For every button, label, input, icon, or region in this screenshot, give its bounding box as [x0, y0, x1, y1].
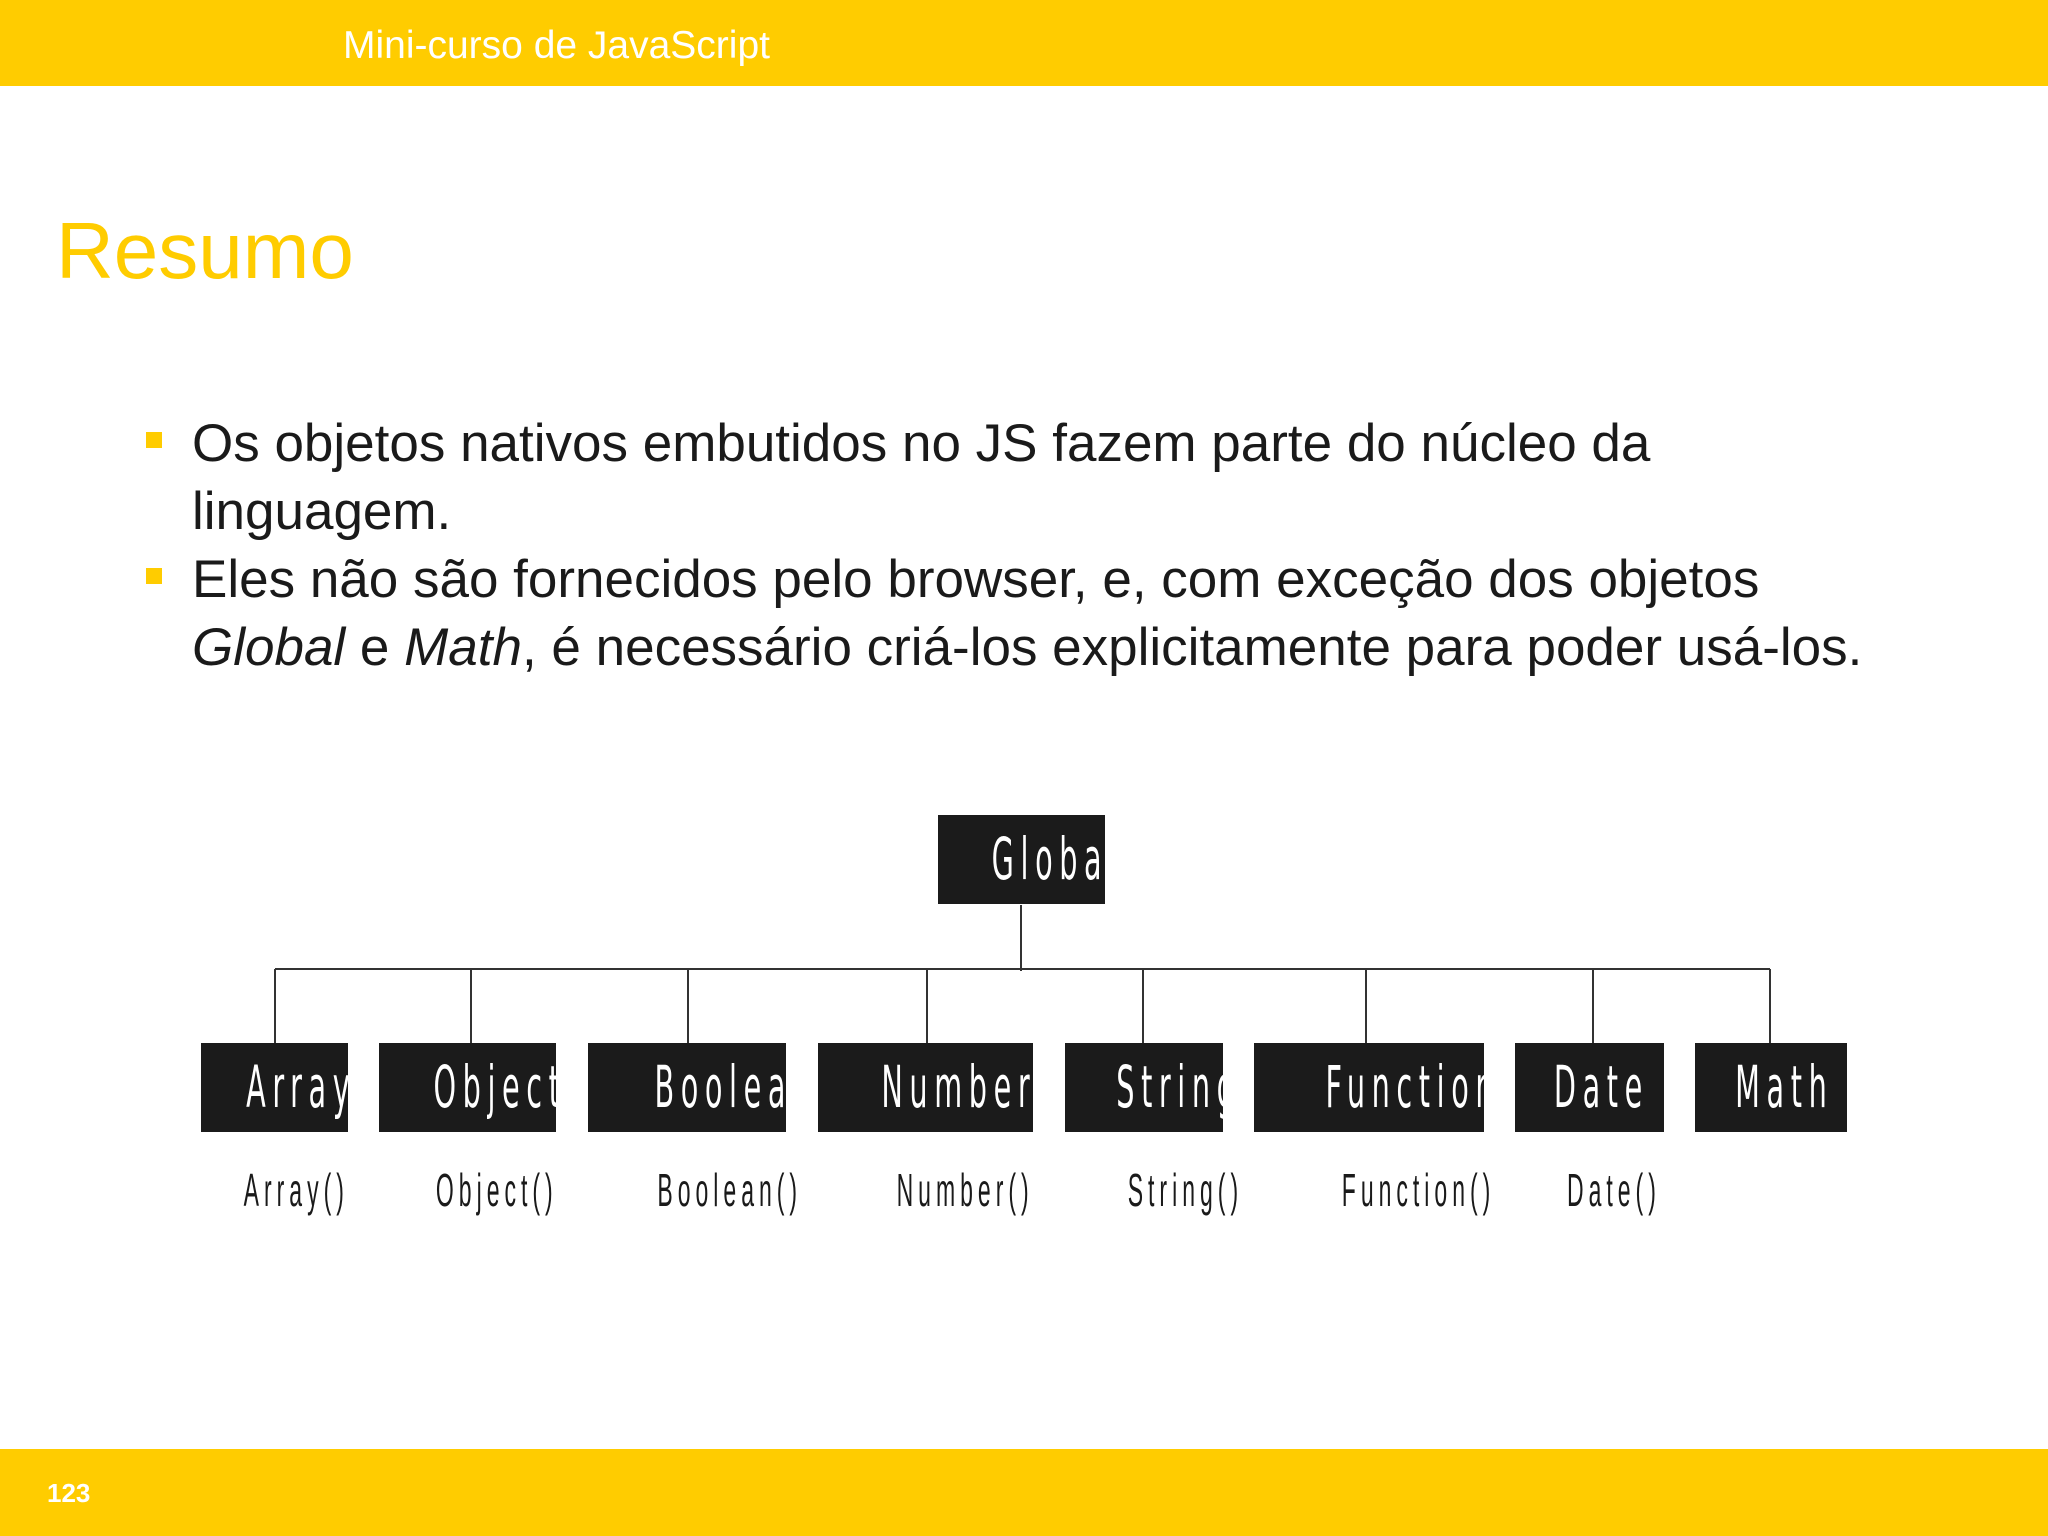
- page-number: 123: [47, 1478, 91, 1508]
- constructor-function: Function(): [1341, 1164, 1496, 1216]
- node-global: Global: [938, 815, 1105, 904]
- bullet-text-part: , é necessário criá-los explicitamente para poder usá-los.: [521, 618, 1863, 677]
- node-boolean: Boolean: [588, 1043, 786, 1132]
- square-bullet-icon: [146, 568, 162, 584]
- header-bar: [0, 0, 2048, 86]
- course-title: Mini-curso de JavaScript: [343, 24, 770, 67]
- constructor-string: String(): [1127, 1164, 1244, 1216]
- slide-title: Resumo: [56, 206, 354, 295]
- constructor-array: Array(): [243, 1164, 349, 1216]
- constructor-boolean: Boolean(): [657, 1164, 803, 1216]
- footer-bar: [0, 1449, 2048, 1536]
- bullet-text-part: e: [345, 618, 405, 677]
- constructor-number: Number(): [896, 1164, 1034, 1216]
- bullet-list: [140, 410, 1920, 682]
- node-string: String: [1065, 1043, 1223, 1132]
- bullet-item: [140, 410, 1920, 546]
- bullet-text-part: Eles não são fornecidos pelo browser, e, com exceção dos objetos: [192, 550, 1760, 609]
- constructor-object: Object(): [435, 1164, 558, 1216]
- bullet-text: Os objetos nativos embutidos no JS fazem parte do núcleo da linguagem.: [192, 414, 1651, 541]
- bullet-emphasis-math: Math: [404, 618, 522, 677]
- node-date: Date: [1515, 1043, 1664, 1132]
- node-array: Array: [201, 1043, 348, 1132]
- bullet-emphasis-global: Global: [192, 618, 346, 677]
- bullet-item: [140, 546, 1920, 682]
- constructor-date: Date(): [1566, 1164, 1661, 1216]
- node-math: Math: [1695, 1043, 1847, 1132]
- node-function: Function: [1254, 1043, 1484, 1132]
- square-bullet-icon: [146, 432, 162, 448]
- node-number: Number: [818, 1043, 1033, 1132]
- node-object: Object: [379, 1043, 556, 1132]
